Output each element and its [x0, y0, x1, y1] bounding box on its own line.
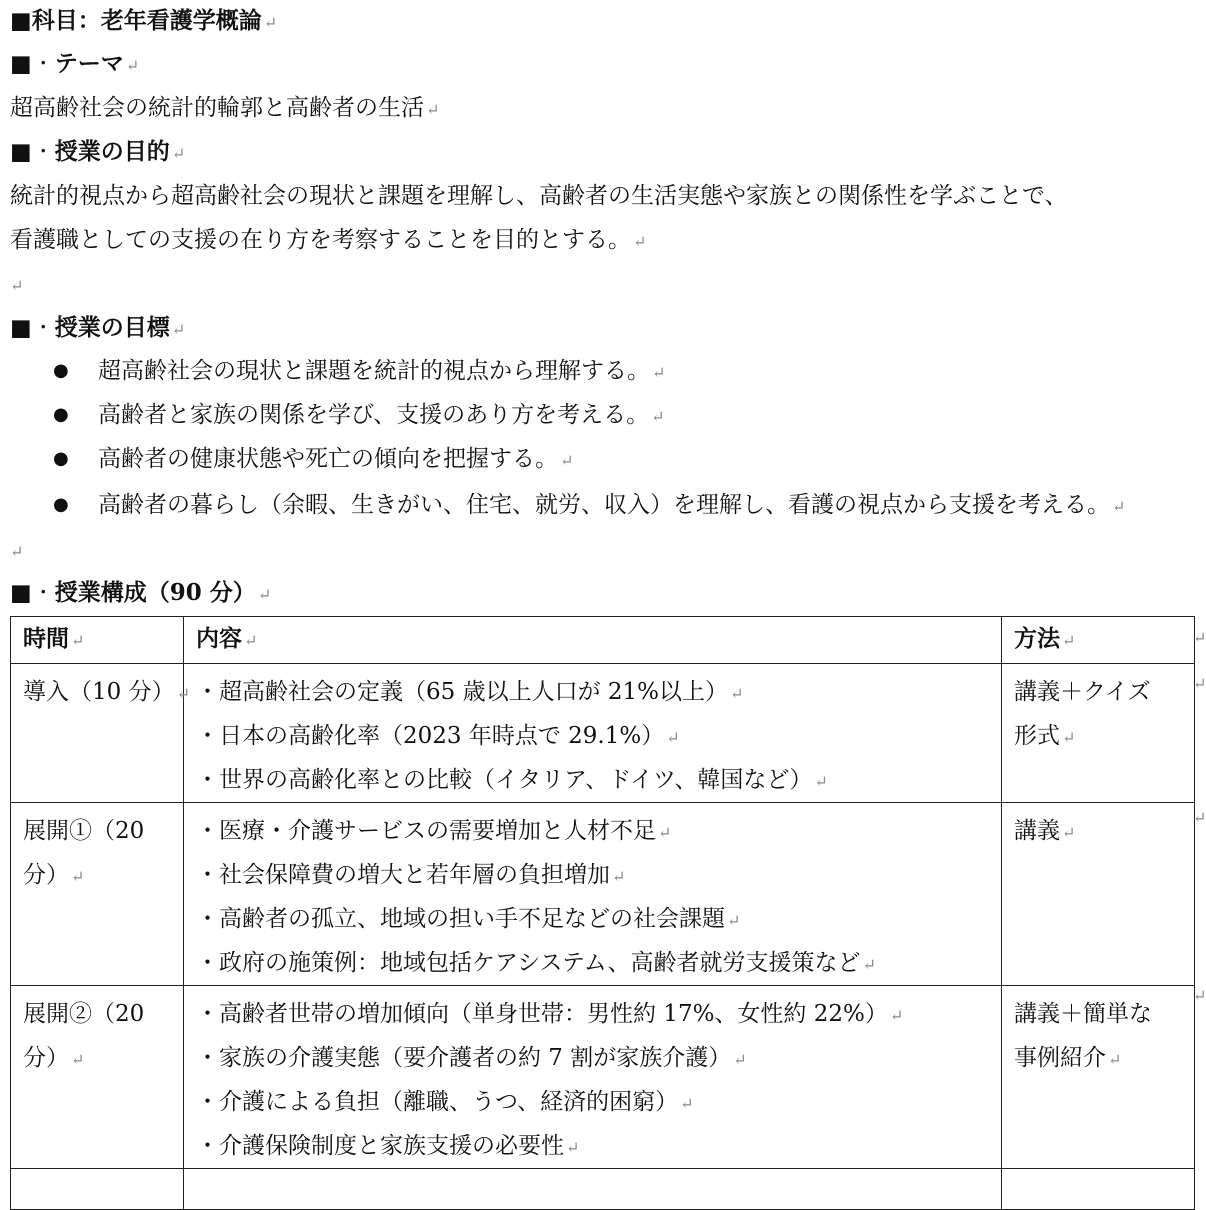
- theme-heading: ■‧テーマ ↵: [10, 50, 140, 77]
- empty-paragraph: ↵: [10, 542, 24, 561]
- row-end-mark: ↵: [1193, 674, 1206, 693]
- content-cell: [184, 1169, 1002, 1210]
- table-row: [11, 1169, 1195, 1210]
- content-cell: ・医療・介護サービスの需要増加と人材不足 ↵ ・社会保障費の増大と若年層の負担増加 ↵ ・高齢者の孤立、地域の担い手不足などの社会課題 ↵ ・政府の施策例：地域包括ケアシステム、高齢者就労支援策など ↵: [184, 803, 1002, 986]
- structure-heading: ■‧授業構成（90 分） ↵: [10, 579, 272, 606]
- empty-paragraph: ↵: [10, 276, 24, 295]
- bullet-icon: ●: [53, 448, 69, 469]
- bullet-icon: ●: [53, 360, 69, 381]
- method-cell: 講義 ↵: [1002, 803, 1195, 986]
- goal-item: ● 高齢者の暮らし（余暇、生きがい、住宅、就労、収入）を理解し、看護の視点から支援を考える。 ↵: [53, 492, 1126, 518]
- subject-heading: ■科目：老年看護学概論 ↵: [10, 7, 278, 34]
- content-cell: ・高齢者世帯の増加傾向（単身世帯：男性約 17%、女性約 22%） ↵ ・家族の介護実態（要介護者の約 7 割が家族介護） ↵ ・介護による負担（離職、うつ、経済的困窮） ↵ ・介護保険制度と家族支援の必要性 ↵: [184, 986, 1002, 1169]
- table-row: [11, 803, 1195, 986]
- header-content: 内容 ↵: [184, 617, 1002, 664]
- lesson-plan-table: [10, 616, 1195, 1210]
- table-row: [11, 664, 1195, 803]
- header-method: 方法 ↵: [1002, 617, 1195, 664]
- method-cell: [1002, 1169, 1195, 1210]
- purpose-heading: ■‧授業の目的 ↵: [10, 138, 186, 165]
- table-header-row: [11, 617, 1195, 664]
- header-time: 時間 ↵: [11, 617, 184, 664]
- time-cell: 展開①（20 分） ↵: [11, 803, 184, 986]
- content-cell: ・超高齢社会の定義（65 歳以上人口が 21%以上） ↵ ・日本の高齢化率（2023 年時点で 29.1%） ↵ ・世界の高齢化率との比較（イタリア、ドイツ、韓国など） ↵: [184, 664, 1002, 803]
- goal-item: ● 高齢者と家族の関係を学び、支援のあり方を考える。 ↵: [53, 402, 665, 428]
- time-cell: 展開②（20 分） ↵: [11, 986, 184, 1169]
- method-cell: 講義＋クイズ 形式 ↵: [1002, 664, 1195, 803]
- row-end-mark: ↵: [1193, 628, 1206, 647]
- row-end-mark: ↵: [1193, 808, 1206, 827]
- bullet-icon: ●: [53, 404, 69, 425]
- purpose-text-line-1: 統計的視点から超高齢社会の現状と課題を理解し、高齢者の生活実態や家族との関係性を学ぶことで、: [10, 183, 1068, 209]
- purpose-text-line-2: 看護職としての支援の在り方を考察することを目的とする。 ↵: [10, 227, 647, 253]
- method-cell: 講義＋簡単な 事例紹介 ↵: [1002, 986, 1195, 1169]
- table-row: [11, 986, 1195, 1169]
- time-cell: 導入（10 分） ↵: [11, 664, 184, 803]
- row-end-mark: ↵: [1193, 986, 1206, 1005]
- theme-text: 超高齢社会の統計的輪郭と高齢者の生活 ↵: [10, 95, 440, 121]
- bullet-icon: ●: [53, 494, 69, 515]
- goals-heading: ■‧授業の目標 ↵: [10, 314, 186, 341]
- goal-item: ● 超高齢社会の現状と課題を統計的視点から理解する。 ↵: [53, 358, 666, 384]
- goal-item: ● 高齢者の健康状態や死亡の傾向を把握する。 ↵: [53, 446, 574, 472]
- time-cell: [11, 1169, 184, 1210]
